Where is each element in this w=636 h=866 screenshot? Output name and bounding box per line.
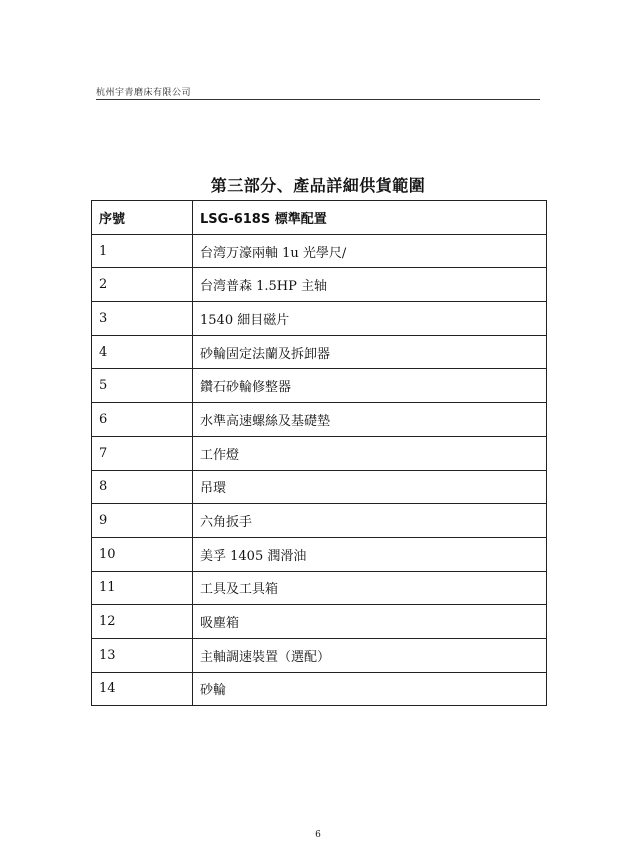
row-config-cell: 六角扳手 (193, 504, 547, 538)
table-row (92, 605, 547, 639)
row-index-cell: 11 (92, 571, 193, 605)
table-row (92, 436, 547, 470)
row-config-cell: 水準高速螺絲及基礎墊 (193, 403, 547, 437)
table-row (92, 369, 547, 403)
table-row (92, 537, 547, 571)
table-row (92, 504, 547, 538)
row-index-cell: 9 (92, 504, 193, 538)
row-config-cell: 吸塵箱 (193, 605, 547, 639)
column-header-config: LSG-618S 標準配置 (193, 201, 547, 235)
row-index-cell: 4 (92, 335, 193, 369)
table-header-row (92, 201, 547, 235)
row-index-cell: 14 (92, 672, 193, 706)
row-index-cell: 10 (92, 537, 193, 571)
row-index-cell: 5 (92, 369, 193, 403)
row-index-cell: 12 (92, 605, 193, 639)
page-header-company: 杭州宇青磨床有限公司 (96, 88, 192, 98)
table-row (92, 470, 547, 504)
row-index-cell: 8 (92, 470, 193, 504)
row-index-cell: 7 (92, 436, 193, 470)
section-title: 第三部分、產品詳細供貨範圍 (210, 176, 426, 195)
row-index-cell: 2 (92, 268, 193, 302)
row-index-cell: 13 (92, 638, 193, 672)
row-config-cell: 1540 細目磁片 (193, 302, 547, 336)
row-config-cell: 台湾普森 1.5HP 主轴 (193, 268, 547, 302)
row-config-cell: 砂輪 (193, 672, 547, 706)
row-config-cell: 砂輪固定法蘭及拆卸器 (193, 335, 547, 369)
header-divider (96, 99, 540, 100)
table-body (92, 234, 547, 706)
row-config-cell: 主軸調速裝置（選配） (193, 638, 547, 672)
table-row (92, 403, 547, 437)
row-config-cell: 美孚 1405 潤滑油 (193, 537, 547, 571)
table-row (92, 234, 547, 268)
column-header-index: 序號 (92, 201, 193, 235)
table-row (92, 672, 547, 706)
row-config-cell: 工作燈 (193, 436, 547, 470)
row-config-cell: 工具及工具箱 (193, 571, 547, 605)
table-row (92, 302, 547, 336)
table-row (92, 268, 547, 302)
row-index-cell: 1 (92, 234, 193, 268)
table-row (92, 638, 547, 672)
table-row (92, 335, 547, 369)
spec-table (91, 200, 547, 706)
row-config-cell: 吊環 (193, 470, 547, 504)
row-config-cell: 鑽石砂輪修整器 (193, 369, 547, 403)
row-index-cell: 6 (92, 403, 193, 437)
row-config-cell: 台湾万濠兩軸 1u 光學尺/ (193, 234, 547, 268)
table-row (92, 571, 547, 605)
page-number: 6 (315, 830, 321, 840)
row-index-cell: 3 (92, 302, 193, 336)
